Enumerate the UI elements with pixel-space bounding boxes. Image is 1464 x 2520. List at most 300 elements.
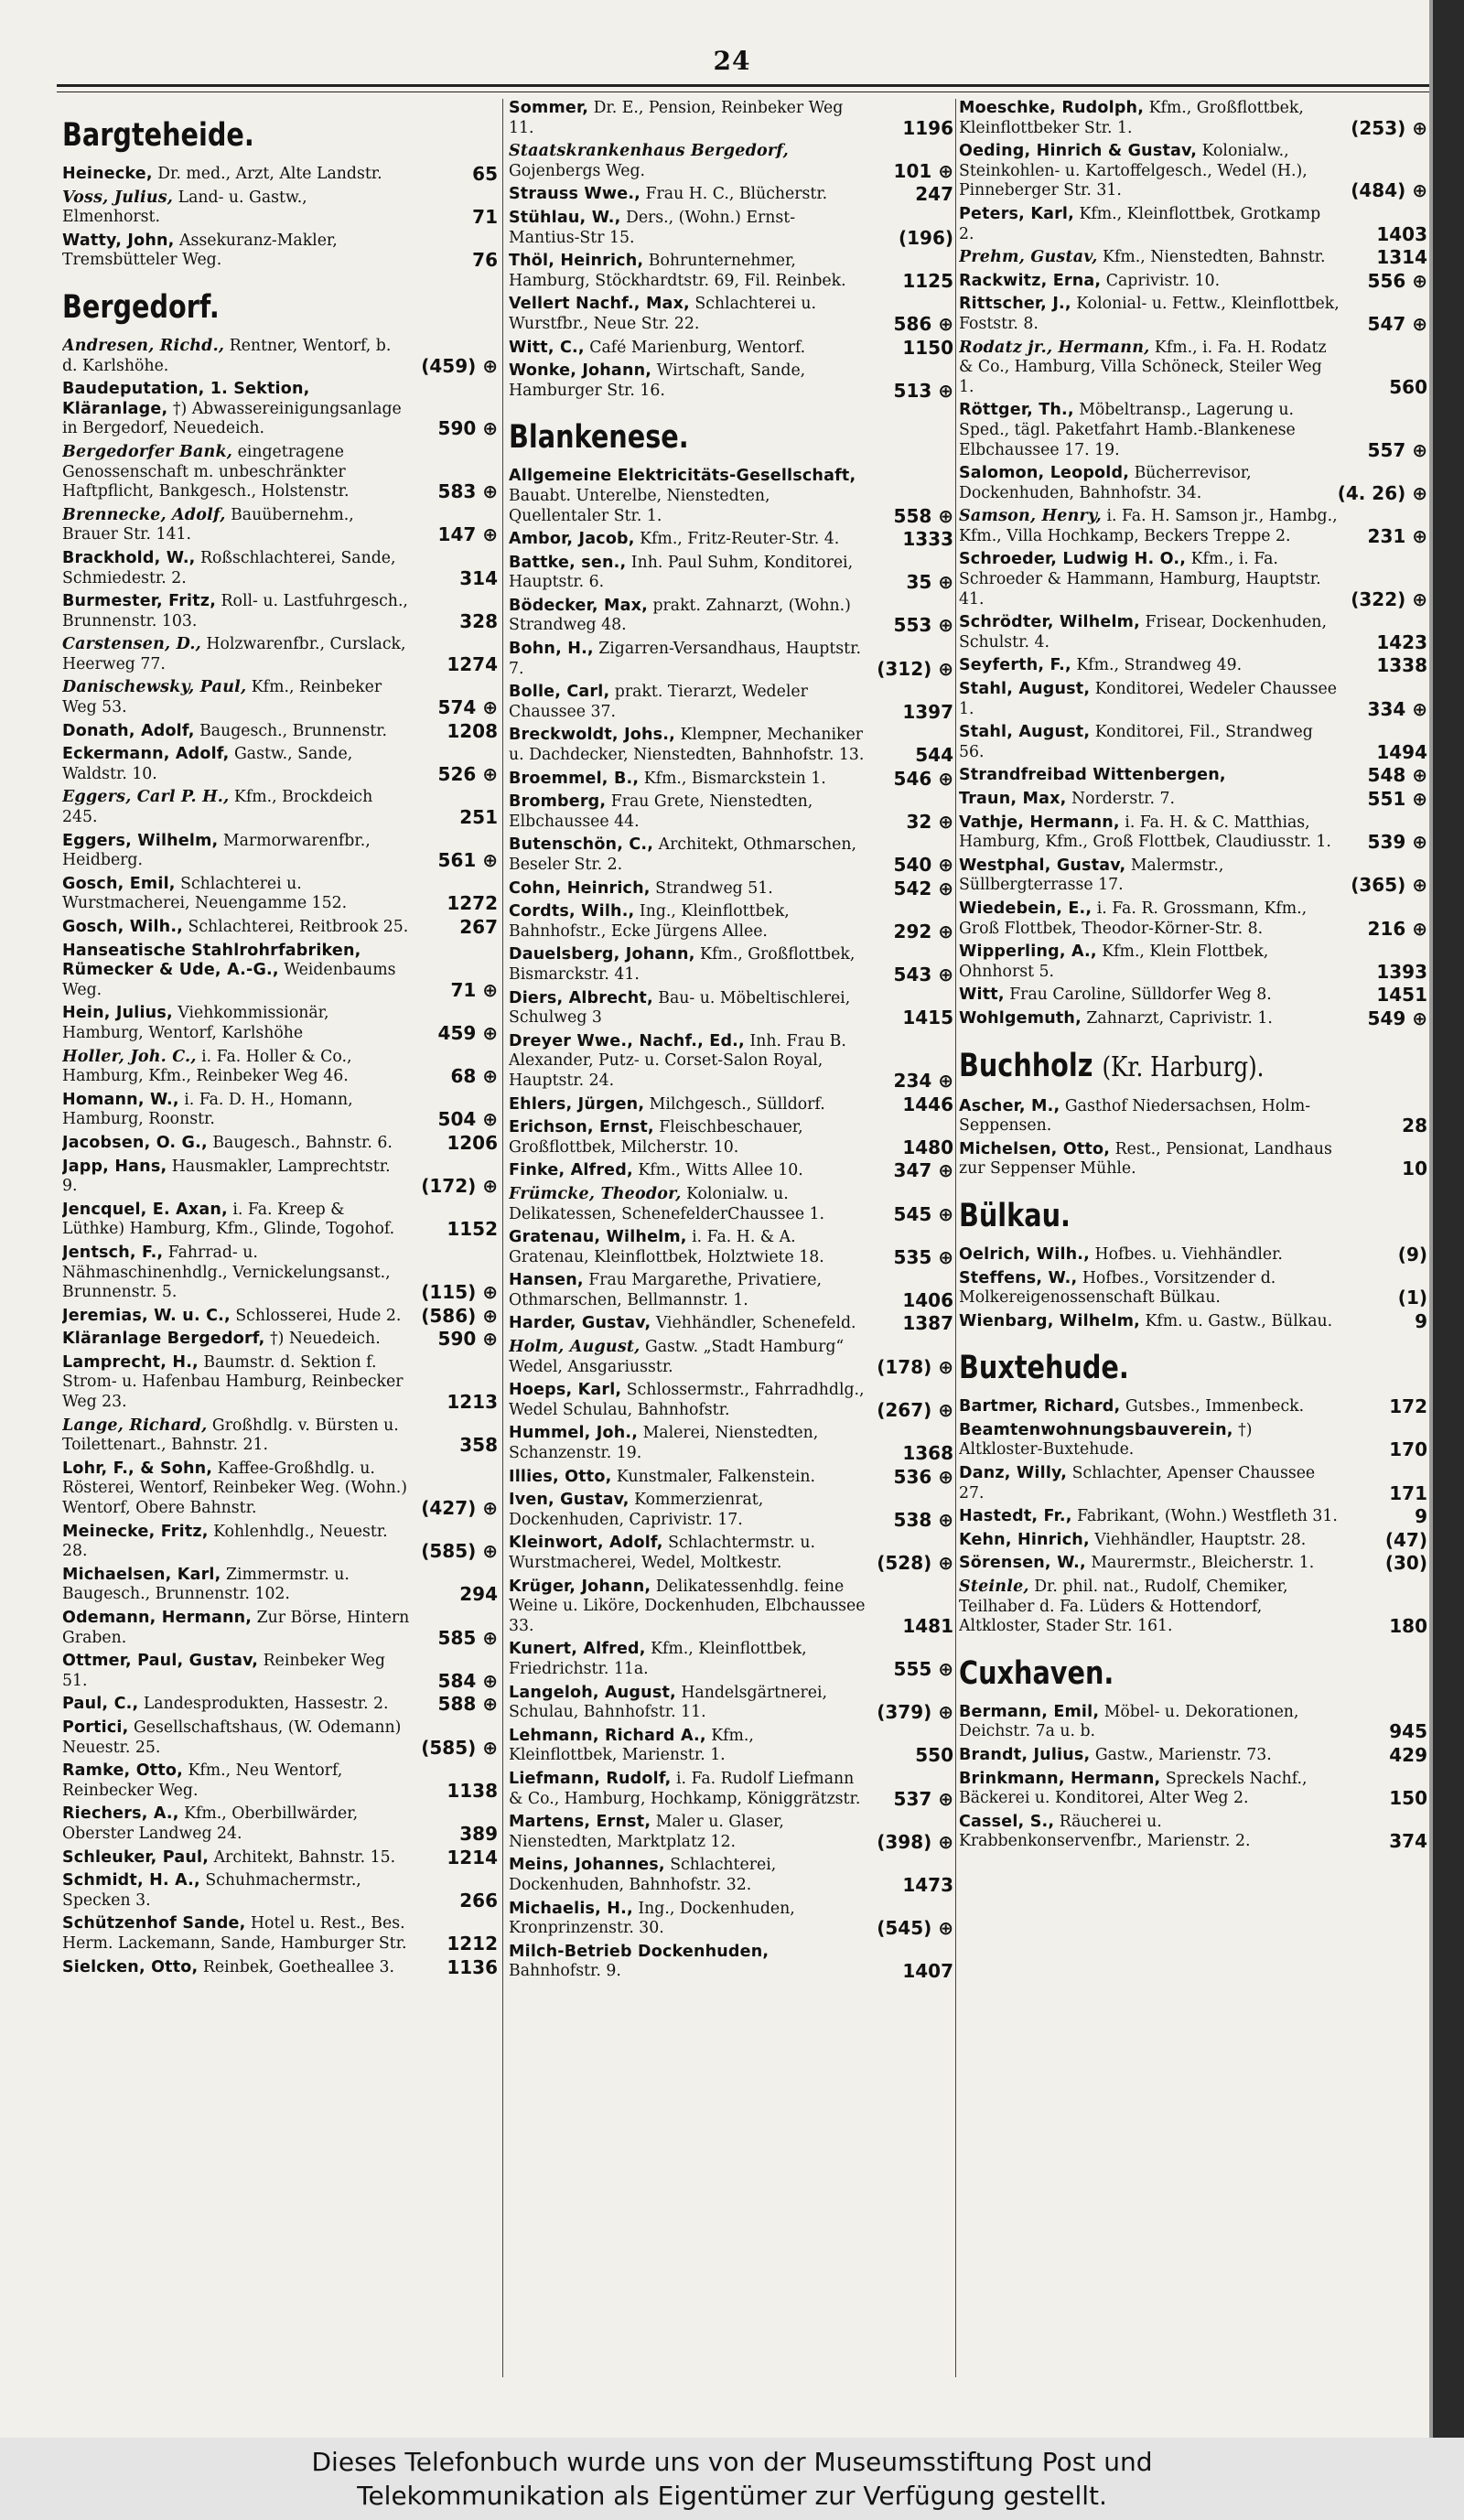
phone-number: 1138 xyxy=(447,1779,498,1802)
phone-number: 590 ⊕ xyxy=(437,417,498,440)
directory-entry xyxy=(509,1381,953,1420)
directory-entry xyxy=(959,899,1427,939)
directory-entry xyxy=(509,1338,953,1377)
phone-number: (312) ⊕ xyxy=(877,657,953,680)
subscriber-details: Viehhändler, Schenefeld. xyxy=(655,1314,856,1333)
directory-entry xyxy=(959,813,1427,853)
subscriber-details: Kfm., Reinbeker Weg 53. xyxy=(62,678,382,717)
subscriber-details: Kfm., Großflottbek, Kleinflottbeker Str. 1. xyxy=(959,99,1304,137)
directory-entry xyxy=(62,832,498,871)
subscriber-name: Ottmer, Paul, Gustav, xyxy=(62,1652,259,1671)
directory-entry xyxy=(62,1523,498,1562)
phone-number: 526 ⊕ xyxy=(437,762,498,785)
directory-entry xyxy=(509,683,953,722)
directory-entry xyxy=(62,1848,498,1868)
subscriber-name: Homann, W., xyxy=(62,1090,179,1109)
phone-number: 1136 xyxy=(447,1955,498,1978)
subscriber-details: Caprivistr. 10. xyxy=(1105,271,1221,290)
directory-entry xyxy=(509,336,953,359)
subscriber-name: Eggers, Wilhelm, xyxy=(62,831,219,850)
subscriber-details: Kolonialw. u. Delikatessen, SchenefelderChaussee 1. xyxy=(509,1184,825,1223)
subscriber-name: Witt, C., xyxy=(509,338,585,357)
directory-entry xyxy=(62,1871,498,1911)
subscriber-name: Gratenau, Wilhelm, xyxy=(509,1228,687,1247)
directory-entry xyxy=(62,635,498,674)
subscriber-name: Watty, John, xyxy=(62,231,175,250)
phone-number: 1446 xyxy=(902,1093,953,1115)
subscriber-details: Landesprodukten, Hassestr. 2. xyxy=(143,1695,389,1714)
directory-entry xyxy=(959,401,1427,460)
directory-entry xyxy=(959,1309,1427,1332)
directory-entry xyxy=(959,1746,1427,1766)
phone-number: (196) xyxy=(898,226,953,249)
phone-number: 1451 xyxy=(1376,984,1427,1007)
phone-number: 180 xyxy=(1389,1615,1427,1638)
directory-entry xyxy=(509,1491,953,1530)
directory-entry xyxy=(509,902,953,942)
directory-entry xyxy=(62,875,498,914)
subscriber-details: Kfm., Großflottbek, Bismarckstr. 41. xyxy=(509,945,856,984)
subscriber-name: Stahl, August, xyxy=(959,680,1091,699)
subscriber-details: Strandweg 51. xyxy=(655,878,773,898)
subscriber-details: Kfm., Neu Wentorf, Reinbecker Weg. xyxy=(62,1761,343,1800)
subscriber-name: Lamprecht, H., xyxy=(62,1352,199,1372)
subscriber-details: Hofbes., Vorsitzender d. Molkereigenossenschaft Bülkau. xyxy=(959,1268,1276,1308)
directory-entry xyxy=(959,550,1427,609)
subscriber-details: Kfm., Oberbillwärder, Oberster Landweg 24. xyxy=(62,1804,359,1843)
subscriber-details: Dr. phil. nat., Rudolf, Chemiker, Teilhaber d. Fa. Lüders & Hottendorf, Altkloster, Stader Str. 161. xyxy=(959,1578,1288,1636)
subscriber-name: Sörensen, W., xyxy=(959,1554,1086,1573)
subscriber-name: Wienbarg, Wilhelm, xyxy=(959,1311,1140,1330)
phone-number: (586) ⊕ xyxy=(421,1304,498,1327)
phone-number: 150 xyxy=(1389,1787,1427,1810)
subscriber-name: Wohlgemuth, xyxy=(959,1008,1082,1028)
phone-number: 267 xyxy=(459,916,498,938)
subscriber-details: Gastw., Sande, Waldstr. 10. xyxy=(62,745,353,783)
subscriber-details: Marmorwarenfbr., Heidberg. xyxy=(62,831,371,870)
subscriber-name: Strandfreibad Wittenbergen, xyxy=(959,766,1226,785)
subscriber-name: Samson, Henry, xyxy=(959,507,1102,526)
directory-entry xyxy=(509,361,953,401)
subscriber-name: Hastedt, Fr., xyxy=(959,1507,1072,1526)
subscriber-details: Kolonial- u. Fettw., Kleinflottbek, Foststr. 8. xyxy=(959,295,1340,333)
phone-number: 1272 xyxy=(447,892,498,915)
subscriber-details: Wirtschaft, Sande, Hamburger Str. 16. xyxy=(509,361,806,400)
subscriber-name: Odemann, Hermann, xyxy=(62,1609,253,1627)
subscriber-details: Kaffee-Großhdlg. u. Rösterei, Wentorf, Reinbeker Weg. (Wohn.) Wentorf, Obere Bahnstr. xyxy=(62,1459,408,1518)
phone-number: 10 xyxy=(1402,1158,1427,1180)
subscriber-name: Hanseatische Stahlrohrfabriken, Rümecker & Ude, A.-G., xyxy=(62,941,361,980)
directory-entry xyxy=(959,1507,1427,1527)
directory-entry xyxy=(62,443,498,502)
subscriber-name: Brandt, Julius, xyxy=(959,1746,1091,1764)
subscriber-name: Lehmann, Richard A., xyxy=(509,1726,706,1745)
town-name: Blankenese. xyxy=(509,419,689,457)
phone-number: (484) ⊕ xyxy=(1351,179,1427,202)
phone-number: 557 ⊕ xyxy=(1367,438,1427,461)
directory-entry xyxy=(62,918,498,938)
phone-number: 548 ⊕ xyxy=(1367,764,1427,787)
directory-entry xyxy=(959,985,1427,1006)
directory-entry xyxy=(62,1695,498,1715)
header-rule xyxy=(57,84,1437,87)
subscriber-name: Jencquel, E. Axan, xyxy=(62,1200,228,1219)
subscriber-details: i. Fa. R. Grossmann, Kfm., Groß Flottbek, Theodor-Körner-Str. 8. xyxy=(959,899,1308,938)
page-number: 24 xyxy=(713,46,751,76)
town-heading xyxy=(959,1048,1343,1086)
subscriber-name: Eckermann, Adolf, xyxy=(62,745,230,764)
subscriber-details: Baugesch., Bahnstr. 6. xyxy=(212,1133,393,1152)
directory-entry xyxy=(509,989,953,1028)
subscriber-details: Ing., Kleinflottbek, Bahnhofstr., Ecke Jürgens Allee. xyxy=(509,902,790,941)
subscriber-name: Seyferth, F., xyxy=(959,656,1071,675)
phone-number: 551 ⊕ xyxy=(1367,788,1427,810)
directory-entry xyxy=(959,339,1427,398)
subscriber-name: Staatskrankenhaus Bergedorf, xyxy=(509,142,789,161)
phone-number: 374 xyxy=(1389,1830,1427,1853)
subscriber-details: Fleischbeschauer, Großflottbek, Milcherstr. 10. xyxy=(509,1118,803,1157)
subscriber-details: Kfm., Brockdeich 245. xyxy=(62,788,373,827)
directory-entry xyxy=(959,464,1427,503)
phone-number: 389 xyxy=(459,1822,498,1845)
subscriber-name: Brackhold, W., xyxy=(62,548,196,567)
subscriber-details: i. Fa. H. Samson jr., Hambg., Kfm., Villa Hochkamp, Beckers Treppe 2. xyxy=(959,507,1338,545)
subscriber-details: Kfm., Witts Allee 10. xyxy=(638,1161,803,1180)
directory-entry xyxy=(509,1424,953,1463)
subscriber-details: Frau Margarethe, Privatiere, Othmarschen, Bellmannstr. 1. xyxy=(509,1271,822,1309)
phone-number: 558 ⊕ xyxy=(893,504,953,527)
directory-entry xyxy=(62,719,498,742)
directory-entry xyxy=(509,467,953,526)
subscriber-details: Kfm., Fritz-Reuter-Str. 4. xyxy=(640,530,840,549)
subscriber-details: i. Fa. D. H., Homann, Hamburg, Roonstr. xyxy=(62,1090,353,1129)
subscriber-details: i. Fa. Rudolf Liefmann & Co., Hamburg, Hochkamp, Königgrätzstr. xyxy=(509,1769,861,1808)
directory-entry xyxy=(959,99,1427,138)
phone-number: 513 ⊕ xyxy=(893,379,953,402)
subscriber-details: Zahnarzt, Caprivistr. 1. xyxy=(1086,1008,1273,1028)
directory-entry xyxy=(62,1244,498,1303)
town-heading xyxy=(62,289,419,326)
town-name: Buchholz xyxy=(959,1047,1093,1084)
directory-entry xyxy=(959,1140,1427,1179)
phone-number: (115) ⊕ xyxy=(421,1281,498,1304)
subscriber-details: Kohlenhdlg., Neuestr. 28. xyxy=(62,1522,388,1561)
subscriber-name: Bohn, H., xyxy=(509,640,594,659)
subscriber-name: Traun, Max, xyxy=(959,790,1067,808)
subscriber-name: Bödecker, Max, xyxy=(509,596,648,615)
town-heading xyxy=(959,1350,1343,1386)
phone-number: 71 ⊕ xyxy=(450,978,498,1001)
phone-number: 32 ⊕ xyxy=(906,810,953,833)
phone-number: 538 ⊕ xyxy=(893,1508,953,1531)
directory-entry xyxy=(509,1770,953,1809)
subscriber-details: †) Abwassereinigungsanlage in Bergedorf, Neuedeich. xyxy=(62,399,402,438)
directory-entry xyxy=(959,1397,1427,1417)
phone-number: (253) ⊕ xyxy=(1351,116,1427,139)
phone-number: 35 ⊕ xyxy=(906,571,953,594)
directory-entry xyxy=(509,1856,953,1895)
subscriber-name: Beamtenwohnungsbauverein, xyxy=(959,1420,1233,1439)
town-name: Cuxhaven. xyxy=(959,1654,1114,1692)
subscriber-name: Ascher, M., xyxy=(959,1096,1060,1115)
column-3 xyxy=(959,99,1427,2374)
directory-entry xyxy=(62,1201,498,1240)
subscriber-details: Schlachtermstr. u. Wurstmacherei, Wedel, Moltkestr. xyxy=(509,1534,815,1572)
directory-entry xyxy=(959,1009,1427,1029)
subscriber-name: Schützenhof Sande, xyxy=(62,1914,246,1933)
subscriber-name: Cohn, Heinrich, xyxy=(509,878,651,898)
town-heading xyxy=(62,117,419,154)
directory-entry xyxy=(959,1703,1427,1742)
subscriber-name: Gosch, Emil, xyxy=(62,874,176,893)
subscriber-details: Reinbek, Goetheallee 3. xyxy=(202,1957,395,1976)
directory-entry xyxy=(959,1245,1427,1265)
directory-entry xyxy=(959,856,1427,896)
directory-entry xyxy=(959,790,1427,810)
subscriber-details: i. Fa. Holler & Co., Hamburg, Kfm., Reinbeker Weg 46. xyxy=(62,1047,352,1086)
directory-entry xyxy=(509,554,953,593)
subscriber-name: Hein, Julius, xyxy=(62,1004,173,1023)
phone-number: 555 ⊕ xyxy=(893,1657,953,1680)
phone-number: 1393 xyxy=(1376,960,1427,983)
phone-number: (4. 26) ⊕ xyxy=(1337,481,1427,504)
subscriber-name: Meinecke, Fritz, xyxy=(62,1522,209,1541)
subscriber-name: Krüger, Johann, xyxy=(509,1577,651,1596)
phone-number: 547 ⊕ xyxy=(1367,312,1427,335)
phone-number: 1480 xyxy=(902,1136,953,1158)
subscriber-details: Zur Börse, Hintern Graben. xyxy=(62,1609,410,1647)
phone-number: 71 xyxy=(472,206,498,229)
phone-number: 553 ⊕ xyxy=(893,614,953,637)
phone-number: 9 xyxy=(1415,1505,1427,1528)
phone-number: 574 ⊕ xyxy=(437,696,498,719)
subscriber-name: Moeschke, Rudolph, xyxy=(959,99,1145,117)
phone-number: 588 ⊕ xyxy=(437,1693,498,1716)
subscriber-name: Broemmel, B., xyxy=(509,769,640,788)
subscriber-details: Dr. med., Arzt, Alte Landstr. xyxy=(157,165,382,183)
subscriber-name: Burmester, Fritz, xyxy=(62,592,217,611)
subscriber-details: Norderstr. 7. xyxy=(1071,790,1175,808)
directory-entry xyxy=(62,1353,498,1413)
subscriber-details: Frau Caroline, Sülldorfer Weg 8. xyxy=(1009,985,1272,1005)
phone-number: 590 ⊕ xyxy=(437,1328,498,1351)
subscriber-details: i. Fa. H. & A. Gratenau, Kleinflottbek, Holztwiete 18. xyxy=(509,1228,824,1266)
directory-entry xyxy=(62,1459,498,1519)
directory-entry xyxy=(62,942,498,1001)
subscriber-details: eingetragene Genossenschaft m. unbeschränkter Haftpflicht, Bankgesch., Holstenstr. xyxy=(62,442,350,501)
subscriber-details: Inh. Paul Suhm, Konditorei, Hauptstr. 6. xyxy=(509,553,854,592)
phone-number: (545) ⊕ xyxy=(877,1917,953,1940)
phone-number: 585 ⊕ xyxy=(437,1626,498,1649)
directory-entry xyxy=(62,1718,498,1758)
phone-number: (398) ⊕ xyxy=(877,1830,953,1853)
phone-number: (267) ⊕ xyxy=(877,1398,953,1421)
subscriber-name: Kunert, Alfred, xyxy=(509,1640,646,1659)
subscriber-details: Rentner, Wentorf, b. d. Karlshöhe. xyxy=(62,336,392,375)
subscriber-details: Kfm., Strandweg 49. xyxy=(1076,656,1243,675)
subscriber-name: Salomon, Leopold, xyxy=(959,464,1130,483)
phone-number: 1333 xyxy=(902,528,953,551)
directory-entry xyxy=(62,1955,498,1978)
directory-entry xyxy=(959,942,1427,982)
subscriber-details: Schlachterei, Reitbrook 25. xyxy=(188,918,409,936)
subscriber-details: Konditorei, Fil., Strandweg 56. xyxy=(959,723,1313,761)
phone-number: 549 ⊕ xyxy=(1367,1007,1427,1029)
subscriber-name: Voss, Julius, xyxy=(62,188,174,207)
directory-entry xyxy=(62,1914,498,1954)
town-name: Bargteheide. xyxy=(62,117,254,154)
phone-number: 542 ⊕ xyxy=(893,877,953,899)
subscriber-details: Bauabt. Unterelbe, Nienstedten, Quellentaler Str. 1. xyxy=(509,486,770,525)
subscriber-name: Iven, Gustav, xyxy=(509,1491,630,1510)
phone-number: 1494 xyxy=(1376,740,1427,763)
directory-entry xyxy=(62,380,498,439)
subscriber-details: Gasthof Niedersachsen, Holm-Seppensen. xyxy=(959,1096,1311,1136)
subscriber-details: Fabrikant, (Wohn.) Westfleth 31. xyxy=(1077,1507,1338,1526)
subscriber-details: Kommerzienrat, Dockenhuden, Caprivistr. 17. xyxy=(509,1491,764,1529)
subscriber-details: Kfm., Kleinflottbek, Friedrichstr. 11a. xyxy=(509,1640,807,1678)
directory-entry xyxy=(509,1185,953,1224)
directory-entry xyxy=(509,1161,953,1181)
directory-entry xyxy=(509,1465,953,1488)
subscriber-details: Gojenbergs Weg. xyxy=(509,161,646,180)
directory-entry xyxy=(509,142,953,181)
phone-number: 543 ⊕ xyxy=(893,963,953,985)
subscriber-details: Schlosserei, Hude 2. xyxy=(235,1306,402,1325)
directory-entry xyxy=(959,205,1427,244)
subscriber-name: Bartmer, Richard, xyxy=(959,1397,1121,1416)
phone-number: (30) xyxy=(1384,1552,1427,1575)
phone-number: 546 ⊕ xyxy=(893,767,953,790)
directory-entry xyxy=(959,248,1427,268)
subscriber-details: prakt. Zahnarzt, (Wohn.) Strandweg 48. xyxy=(509,596,851,635)
phone-number: 328 xyxy=(459,609,498,632)
phone-number: 586 ⊕ xyxy=(893,312,953,335)
directory-entry xyxy=(509,1943,953,1982)
subscriber-name: Diers, Albrecht, xyxy=(509,988,653,1007)
subscriber-details: Milchgesch., Sülldorf. xyxy=(649,1094,825,1114)
directory-entry xyxy=(509,835,953,875)
subscriber-name: Liefmann, Rudolf, xyxy=(509,1769,672,1788)
subscriber-details: Kfm., Bismarckstein 1. xyxy=(643,769,826,788)
phone-number: 1423 xyxy=(1376,630,1427,653)
subscriber-name: Langeloh, August, xyxy=(509,1683,676,1702)
directory-entry xyxy=(509,945,953,985)
phone-number: 544 xyxy=(915,744,953,767)
phone-number: 1214 xyxy=(447,1846,498,1868)
phone-number: 545 ⊕ xyxy=(893,1202,953,1225)
phone-number: 1206 xyxy=(447,1131,498,1154)
subscriber-name: Erichson, Ernst, xyxy=(509,1118,654,1137)
directory-entry xyxy=(509,1727,953,1766)
phone-number: (9) xyxy=(1397,1243,1427,1265)
phone-number: 347 ⊕ xyxy=(893,1159,953,1182)
directory-entry xyxy=(509,1314,953,1334)
directory-entry xyxy=(959,723,1427,762)
subscriber-name: Battke, sen., xyxy=(509,553,627,572)
subscriber-details: Frau Grete, Nienstedten, Elbchaussee 44. xyxy=(509,792,813,831)
subscriber-name: Danischewsky, Paul, xyxy=(62,678,247,697)
subscriber-details: Architekt, Othmarschen, Beseler Str. 2. xyxy=(509,835,856,874)
phone-number: 1387 xyxy=(902,1312,953,1335)
directory-entry xyxy=(62,1566,498,1605)
phone-number: (322) ⊕ xyxy=(1351,587,1427,610)
phone-number: 1213 xyxy=(447,1391,498,1414)
subscriber-details: Großhdlg. v. Bürsten u. Toilettenart., Bahnstr. 21. xyxy=(62,1416,399,1455)
subscriber-name: Kehn, Hinrich, xyxy=(959,1530,1090,1549)
subscriber-name: Oeding, Hinrich & Gustav, xyxy=(959,142,1198,161)
directory-entry xyxy=(959,142,1427,201)
phone-number: 251 xyxy=(459,806,498,829)
subscriber-details: Assekuranz-Makler, Tremsbütteler Weg. xyxy=(62,231,338,270)
subscriber-details: Gutsbes., Immenbeck. xyxy=(1125,1397,1305,1416)
directory-entry xyxy=(509,1118,953,1158)
subscriber-name: Paul, C., xyxy=(62,1695,139,1714)
phone-number: 65 xyxy=(472,163,498,185)
directory-entry xyxy=(509,295,953,334)
subscriber-details: Klempner, Mechaniker u. Dachdecker, Nienstedten, Bahnhofstr. 13. xyxy=(509,726,865,765)
subscriber-details: Schlossermstr., Fahrradhdlg., Wedel Schulau, Bahnhofstr. xyxy=(509,1381,865,1419)
phone-number: 170 xyxy=(1389,1438,1427,1461)
subscriber-name: Donath, Adolf, xyxy=(62,721,195,740)
subscriber-details: Baugesch., Brunnenstr. xyxy=(199,721,388,740)
subscriber-details: prakt. Tierarzt, Wedeler Chaussee 37. xyxy=(509,683,808,721)
directory-entry xyxy=(959,656,1427,676)
subscriber-name: Wipperling, A., xyxy=(959,942,1097,962)
directory-entry xyxy=(509,1578,953,1637)
directory-entry xyxy=(509,99,953,138)
subscriber-details: Viehhändler, Hauptstr. 28. xyxy=(1094,1530,1307,1549)
directory-entry xyxy=(509,209,953,248)
column-1 xyxy=(62,99,498,2374)
subscriber-details: †) Altkloster-Buxtehude. xyxy=(959,1420,1253,1459)
subscriber-details: Möbel- u. Dekorationen, Deichstr. 7a u. b. xyxy=(959,1702,1299,1741)
subscriber-name: Schroeder, Ludwig H. O., xyxy=(959,550,1187,569)
subscriber-details: i. Fa. H. & C. Matthias, Hamburg, Kfm., Groß Flottbek, Claudiusstr. 1. xyxy=(959,813,1331,852)
directory-entry xyxy=(62,788,498,827)
directory-entry xyxy=(62,1131,498,1154)
phone-number: 358 xyxy=(459,1434,498,1457)
subscriber-name: Peters, Karl, xyxy=(959,204,1074,223)
subscriber-name: Rackwitz, Erna, xyxy=(959,271,1102,290)
subscriber-details: Roll- u. Lastfuhrgesch., Brunnenstr. 103. xyxy=(62,592,408,630)
directory-entry xyxy=(62,1609,498,1648)
subscriber-name: Vathje, Hermann, xyxy=(959,813,1120,832)
town-district: (Kr. Harburg). xyxy=(1102,1050,1265,1083)
phone-number: 294 xyxy=(459,1583,498,1606)
phone-number: 28 xyxy=(1402,1115,1427,1137)
directory-entry xyxy=(509,597,953,636)
subscriber-details: Handelsgärtnerei, Schulau, Bahnhofstr. 11. xyxy=(509,1683,827,1722)
directory-entry xyxy=(509,1534,953,1573)
phone-number: 1415 xyxy=(902,1007,953,1029)
subscriber-name: Holm, August, xyxy=(509,1338,640,1357)
directory-entry xyxy=(959,269,1427,292)
footer-line-2: Telekommunikation als Eigentümer zur Verfügung gestellt. xyxy=(357,2481,1107,2511)
subscriber-name: Sielcken, Otto, xyxy=(62,1957,199,1976)
subscriber-name: Schrödter, Wilhelm, xyxy=(959,613,1140,632)
subscriber-details: Land- u. Gastw., Elmenhorst. xyxy=(62,188,307,227)
directory-entry xyxy=(509,1095,953,1115)
phone-number: 1274 xyxy=(447,652,498,675)
directory-entry xyxy=(509,879,953,899)
subscriber-details: Bau- u. Möbeltischlerei, Schulweg 3 xyxy=(509,988,851,1028)
subscriber-details: Bauübernehm., Brauer Str. 141. xyxy=(62,505,354,544)
subscriber-name: Ehlers, Jürgen, xyxy=(509,1094,645,1114)
phone-number: 1407 xyxy=(902,1960,953,1983)
phone-number: 1314 xyxy=(1376,246,1427,269)
directory-entry xyxy=(959,1528,1427,1551)
